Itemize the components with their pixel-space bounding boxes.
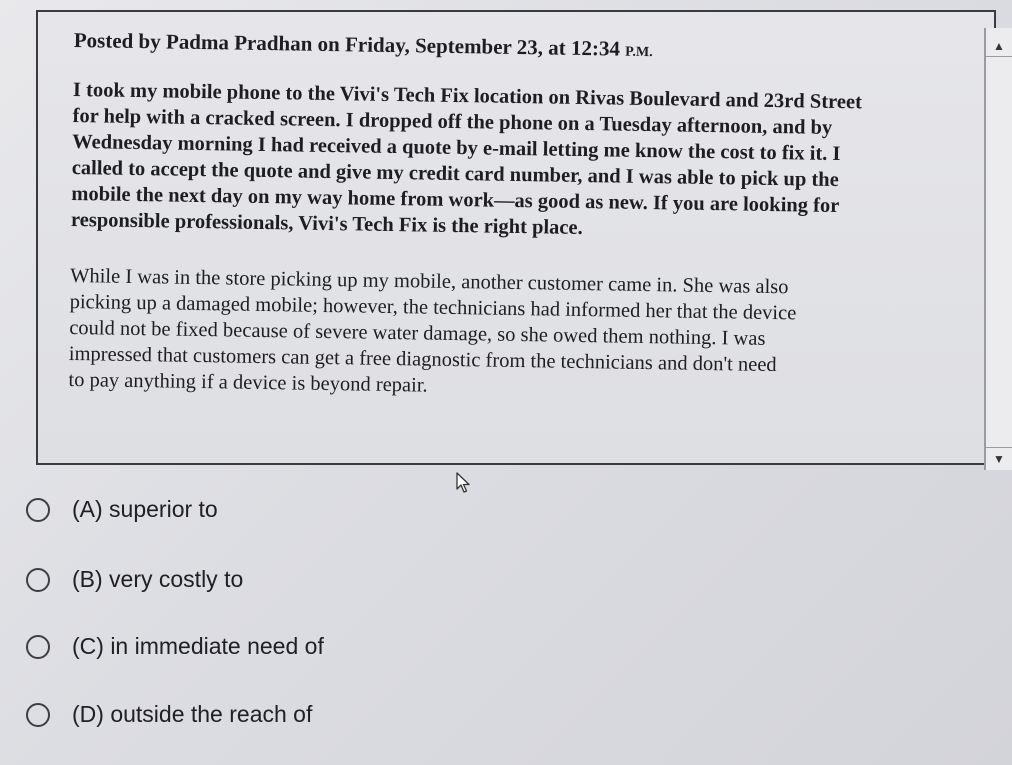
passage-line: picking up a damaged mobile; however, the technicians had informed her that the device bbox=[69, 290, 797, 325]
option-label: (D) outside the reach of bbox=[72, 701, 313, 727]
passage-line: could not be fixed because of severe water damage, so she owed them nothing. I was bbox=[69, 316, 766, 350]
post-header bbox=[74, 28, 979, 67]
radio-button-icon[interactable] bbox=[26, 635, 50, 659]
mouse-pointer-icon bbox=[455, 472, 473, 494]
post-time-suffix: P.M. bbox=[625, 44, 653, 61]
radio-button-icon[interactable] bbox=[26, 568, 50, 592]
passage-line: called to accept the quote and give my credit card number, and I was able to pick up the bbox=[71, 156, 839, 192]
option-label: (B) very costly to bbox=[72, 566, 244, 592]
option-b[interactable] bbox=[26, 566, 243, 593]
post-author-date: Posted by Padma Pradhan on Friday, September 23, at 12:34 bbox=[73, 28, 621, 61]
radio-button-icon[interactable] bbox=[26, 498, 50, 522]
passage-line: Wednesday morning I had received a quote by e-mail letting me know the cost to fix it. I bbox=[72, 130, 841, 166]
passage-paragraph-1 bbox=[71, 77, 978, 247]
option-d[interactable] bbox=[26, 701, 312, 728]
passage-line: for help with a cracked screen. I dropped off the phone on a Tuesday afternoon, and by bbox=[72, 104, 833, 139]
passage-line: responsible professionals, Vivi's Tech Fix is the right place. bbox=[70, 208, 583, 240]
passage-paragraph-2 bbox=[68, 263, 975, 407]
passage-line: While I was in the store picking up my mobile, another customer came in. She was also bbox=[69, 264, 789, 299]
arrow-down-icon[interactable]: ▼ bbox=[986, 447, 1012, 470]
arrow-up-icon[interactable]: ▲ bbox=[986, 36, 1012, 57]
passage-scrollbar[interactable] bbox=[984, 28, 1012, 470]
passage-line: to pay anything if a device is beyond repair. bbox=[68, 368, 428, 397]
passage-content bbox=[68, 28, 979, 407]
passage-line: impressed that customers can get a free diagnostic from the technicians and don't need bbox=[68, 342, 777, 377]
passage-line: I took my mobile phone to the Vivi's Tech Fix location on Rivas Boulevard and 23rd Street bbox=[72, 78, 863, 114]
passage-line: mobile the next day on my way home from work—as good as new. If you are looking for bbox=[71, 182, 840, 218]
radio-button-icon[interactable] bbox=[26, 703, 50, 727]
option-label: (A) superior to bbox=[72, 496, 218, 522]
option-c[interactable] bbox=[26, 633, 324, 660]
option-label: (C) in immediate need of bbox=[72, 633, 324, 659]
passage-panel bbox=[36, 10, 996, 465]
option-a[interactable] bbox=[26, 496, 218, 523]
